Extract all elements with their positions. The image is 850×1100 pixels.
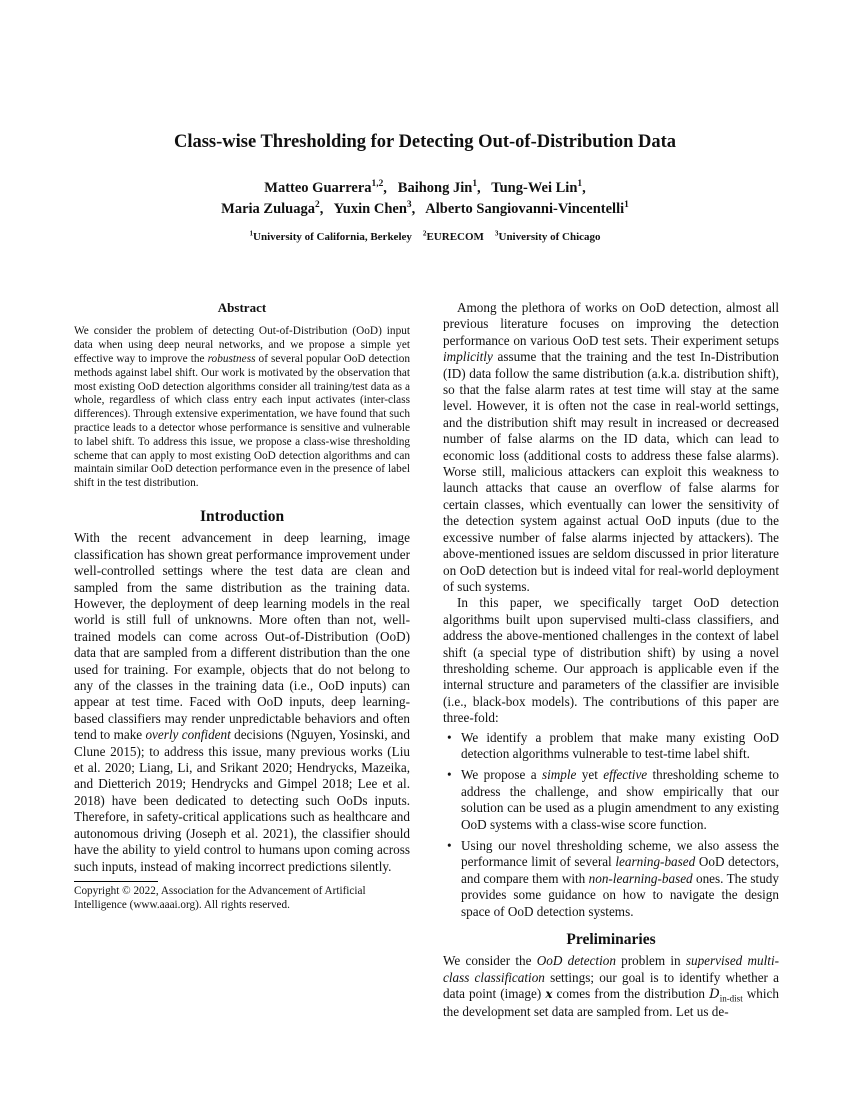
author-name: Maria Zuluaga [221,201,315,217]
copyright-footnote: Copyright © 2022, Association for the Advancement of Artificial Intelligence (www.aaai.org). All rights reserved. [74,884,366,911]
author-name: Yuxin Chen [333,201,407,217]
affil-sup: 3 [494,229,499,238]
list-item: • Using our novel thresholding scheme, we also assess the performance limit of several learning-based OoD detectors, and compare them with non-learning-based ones. The study provides some guidance on how to navigate the design space of OoD detection systems. [447,838,779,919]
affiliation: EURECOM [426,231,484,243]
affil-sup: 2 [422,229,427,238]
author-affil-sup: 1 [624,200,629,211]
affiliation: University of Chicago [498,231,601,243]
introduction-heading: Introduction [199,507,285,525]
affiliations [0,231,850,243]
author-name: Baihong Jin [397,180,473,196]
bullet-icon: • [447,729,452,745]
author-line-2: Maria Zuluaga$^2$, Yuxin Chen$^3$, Alberto Sangiovanni-Vincentelli$^1$ [221,200,629,217]
author-affil-sup: 1 [577,179,583,190]
list-item: • We propose a simple yet effective thresholding scheme to address the challenge, and show empirically that our solution can be used as a plugin amendment to any existing OoD systems with a class-wise score function. [447,767,779,832]
author-list [0,178,850,220]
affil-sup: 1 [249,229,254,238]
contributions-list [443,730,779,920]
body-paragraph: Among the plethora of works on OoD detection, almost all previous literature focuses on improving the detection performance on various OoD test sets. Their experiment setups implicitly assume that the training and the test In-Distribution (ID) data follow the same distribution (a.k.a. distribution shift), so that the false alarm rates at test time will stay at the same level. However, it is often not the case in real-world settings, and the distribution shift may result in increased or decreased number of false alarms on the ID data, which can lead to economic loss (additional costs to address these false alarms). Worse still, malicious attackers can exploit this weakness to launch attacks that cause an overflow of false alarms for certain classes, which eventually can lower the sensitivity of the detection system against actual OoD inputs (due to the excessive number of false alarms injected by attackers). The above-mentioned issues are seldom discussed in prior literature on OoD detection but is indeed vital for real-world deployment of such systems. [443,300,779,594]
footnote-rule [74,881,158,882]
author-name: Tung-Wei Lin [491,180,578,196]
right-column [443,300,779,1020]
abstract-heading: Abstract [217,300,267,315]
list-item: • We identify a problem that make many existing OoD detection algorithms vulnerable to test-time label shift. [447,729,779,761]
author-name: Alberto Sangiovanni-Vincentelli [425,201,625,217]
author-affil-sup: 3 [406,200,412,211]
author-line-1: Matteo Guarrera$^{1,2}$, Baihong Jin$^1$, Tung-Wei Lin$^1$, [264,179,586,196]
author-affil-sup: 2 [315,200,320,211]
introduction-paragraph: With the recent advancement in deep learning, image classification has shown great performance improvement under well-controlled settings where the test data are clean and sampled from the same distribution as the training data. However, the deployment of deep learning models in the real world is still full of unknowns. More often than not, well-trained models can come across Out-of-Distribution (OoD) data that are sampled from a different distribution than the one used for training. For example, objects that do not belong to any of the classes in the training data (i.e., OoD inputs) can appear at test time. Faced with OoD inputs, deep learning-based classifiers may render unpredictable behaviors and often tend to make overly confident decisions (Nguyen, Yosinski, and Clune 2015); to address this issue, many previous works (Liu et al. 2020; Liang, Li, and Srikant 2020; Hendrycks, Mazeika, and Dietterich 2019; Hendrycks and Gimpel 2018; Lee et al. 2018) have been dedicated to detecting such OoDs inputs. Therefore, in safety-critical applications such as healthcare and autonomous driving (Joseph et al. 2021), the classifier should have the ability to yield control to humans upon coming across such inputs, instead of making incorrect predictions silently. [74,530,410,874]
author-name: Matteo Guarrera [264,180,372,196]
left-column [74,300,410,913]
preliminaries-heading: Preliminaries [566,931,656,949]
affiliation: University of California, Berkeley [253,231,412,243]
body-paragraph: In this paper, we specifically target OoD detection algorithms built upon supervised multi-class classifiers, and address the above-mentioned challenges in the context of label shift (a special type of distribution shift) by using a novel thresholding scheme. Our approach is applicable even if the internal structure and parameters of the classifier are invisible (i.e., black-box models). The contributions of this paper are three-fold: [443,595,779,726]
author-affil-sup: 1 [472,179,478,190]
body-paragraph: We consider the OoD detection problem in supervised multi-class classification settings; our goal is to identify whether a data point (image) x comes from the distribution $D_{in-dist}$ which the development set data are sampled from. Let us de- [443,953,780,1019]
bullet-icon: • [447,838,452,853]
abstract-text: We consider the problem of detecting Out-of-Distribution (OoD) input data when using deep neural networks, and we propose a simple yet effective way to improve the robustness of several popular OoD detection methods against label shift. Our work is motivated by the observation that most existing OoD detection algorithms consider all training/test data as a whole, regardless of which class entry each input activates (inter-class differences). Through extensive experimentation, we have found that such practice leads to a detector whose performance is sensitive and vulnerable to label shift. To address this issue, we propose a class-wise thresholding scheme that can apply to most existing OoD detection algorithms and can maintain similar OoD detection performance even in the presence of label shift in the test distribution. [74,325,410,490]
author-affil-sup: 1,2 [371,179,384,190]
paper-title: Class-wise Thresholding for Detecting Out-of-Distribution Data [173,132,677,152]
bullet-icon: • [447,767,452,783]
